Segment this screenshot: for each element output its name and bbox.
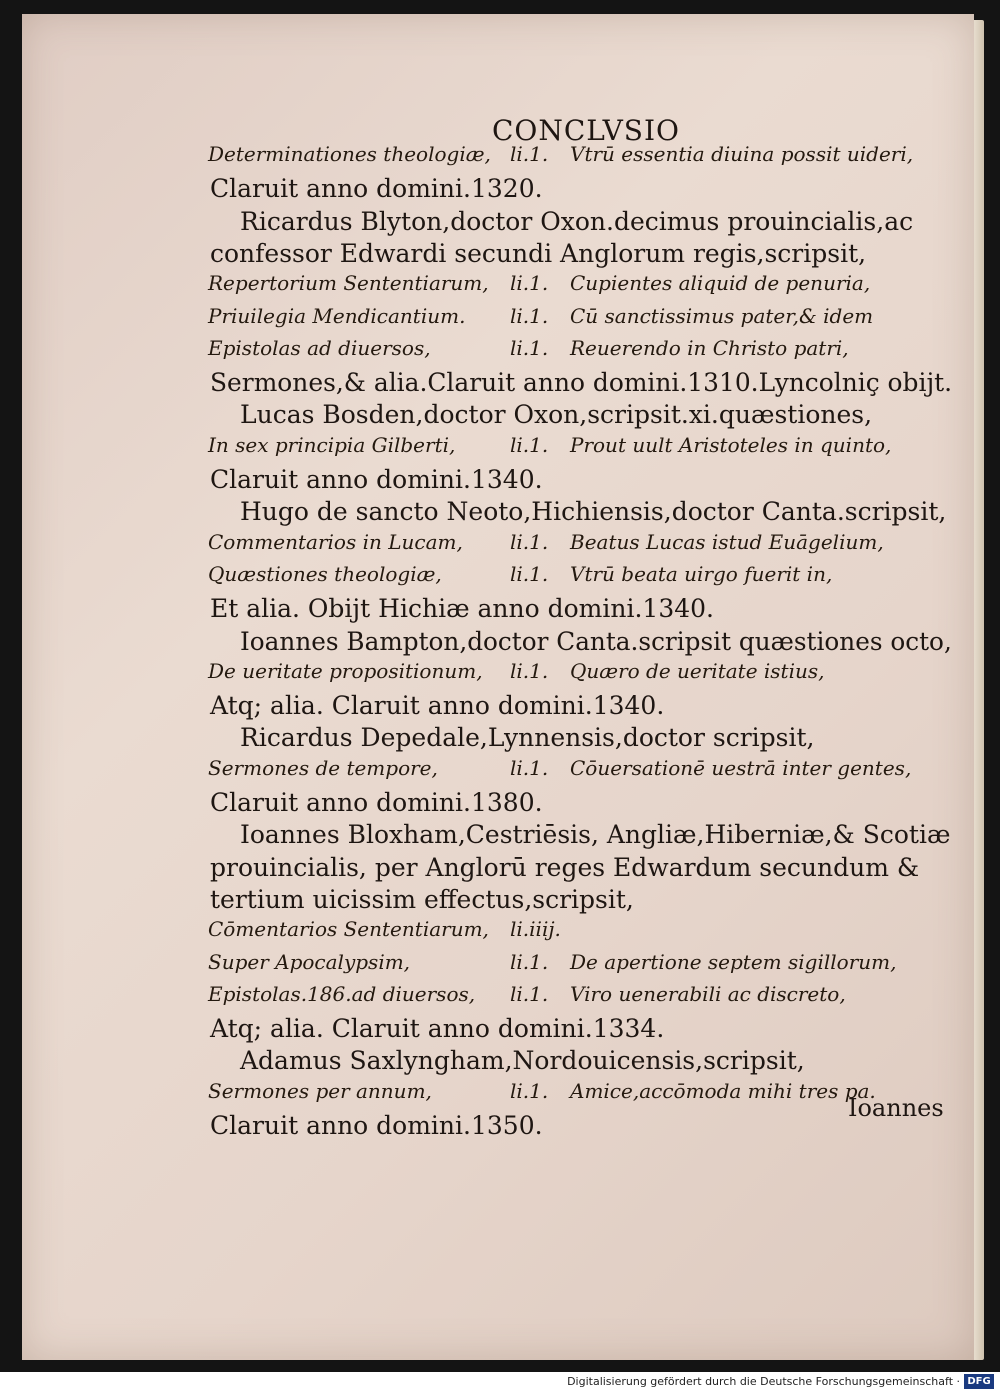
entry-book-count: li.1. bbox=[510, 1078, 549, 1103]
author-heading: Ioannes Bampton,doctor Canta.scripsit quæstiones octo, bbox=[240, 626, 952, 656]
author-heading: Adamus Saxlyngham,Nordouicensis,scripsit, bbox=[240, 1046, 805, 1076]
author-heading: Ioannes Bloxham,Cestriēsis, Angliæ,Hiberniæ,& Scotiæ bbox=[240, 820, 951, 850]
entry-incipit: Prout uult Aristoteles in quinto, bbox=[570, 432, 892, 457]
entry-incipit: Amice,accōmoda mihi tres pa. bbox=[570, 1078, 876, 1103]
dfg-logo: DFG bbox=[964, 1374, 994, 1389]
entry-title: Quæstiones theologiæ, bbox=[208, 561, 442, 586]
body-text: Et alia. Obijt Hichiæ anno domini.1340. bbox=[210, 594, 714, 624]
body-text: Claruit anno domini.1350. bbox=[210, 1111, 543, 1140]
author-heading: Ricardus Blyton,doctor Oxon.decimus prouincialis,ac bbox=[240, 206, 914, 236]
catchword: Ioannes bbox=[848, 1094, 944, 1122]
entry-title: In sex principia Gilberti, bbox=[208, 432, 456, 457]
entry-book-count: li.1. bbox=[510, 432, 549, 457]
body-text: Claruit anno domini.1320. bbox=[210, 174, 543, 204]
body-text: Claruit anno domini.1340. bbox=[210, 465, 543, 494]
entry-incipit: Cōuersationē uestrā inter gentes, bbox=[570, 755, 912, 780]
entry-title: Cōmentarios Sententiarum, bbox=[208, 917, 489, 942]
entry-book-count: li.1. bbox=[510, 981, 549, 1006]
body-text: Sermones,& alia.Claruit anno domini.1310.Lyncolniç obijt. bbox=[210, 368, 953, 398]
entry-title: Determinationes theologiæ, bbox=[208, 142, 491, 166]
entry-book-count: li.1. bbox=[510, 271, 549, 296]
author-heading: Ricardus Depedale,Lynnensis,doctor scripsit, bbox=[240, 723, 815, 753]
entry-book-count: li.1. bbox=[510, 949, 549, 974]
entry-incipit: Reuerendo in Christo patri, bbox=[570, 335, 849, 360]
entry-incipit: Vtrū essentia diuina possit uideri, bbox=[570, 142, 914, 166]
entry-book-count: li.iiij. bbox=[510, 917, 561, 942]
entry-book-count: li.1. bbox=[510, 529, 549, 554]
entry-incipit: Cupientes aliquid de penuria, bbox=[570, 271, 871, 296]
entry-title: Super Apocalypsim, bbox=[208, 949, 411, 974]
book-page bbox=[22, 14, 974, 1360]
body-text: Atq; alia. Claruit anno domini.1340. bbox=[210, 691, 665, 721]
entry-book-count: li.1. bbox=[510, 335, 549, 360]
entry-incipit: Quæro de ueritate istius, bbox=[570, 658, 825, 683]
entry-title: Commentarios in Lucam, bbox=[208, 529, 463, 554]
entry-title: Epistolas ad diuersos, bbox=[208, 335, 431, 360]
entry-book-count: li.1. bbox=[510, 142, 549, 166]
entry-book-count: li.1. bbox=[510, 755, 549, 780]
entry-title: Epistolas.186.ad diuersos, bbox=[208, 981, 476, 1006]
footer-bar bbox=[0, 1372, 1000, 1392]
entry-title: Sermones per annum, bbox=[208, 1078, 432, 1103]
author-heading: Hugo de sancto Neoto,Hichiensis,doctor Canta.scripsit, bbox=[240, 497, 947, 527]
footer-credit: Digitalisierung gefördert durch die Deutsche Forschungsgemeinschaft · bbox=[567, 1375, 960, 1388]
entry-incipit: De apertione septem sigillorum, bbox=[570, 949, 897, 974]
author-heading: Lucas Bosden,doctor Oxon,scripsit.xi.quæstiones, bbox=[240, 400, 873, 430]
entry-book-count: li.1. bbox=[510, 658, 549, 683]
entry-title: Sermones de tempore, bbox=[208, 755, 438, 780]
body-text: confessor Edwardi secundi Anglorum regis,scripsit, bbox=[210, 238, 867, 268]
entry-title: Repertorium Sententiarum, bbox=[208, 271, 489, 296]
entry-book-count: li.1. bbox=[510, 303, 549, 328]
body-text: Atq; alia. Claruit anno domini.1334. bbox=[210, 1014, 665, 1044]
entry-incipit: Cū sanctissimus pater,& idem bbox=[570, 303, 874, 328]
body-text: prouincialis, per Anglorū reges Edwardum secundum & bbox=[210, 852, 920, 882]
page-header: CONCLVSIO bbox=[492, 114, 680, 147]
body-text: Claruit anno domini.1380. bbox=[210, 788, 543, 817]
body-text: tertium uicissim effectus,scripsit, bbox=[210, 884, 634, 914]
entry-incipit: Vtrū beata uirgo fuerit in, bbox=[570, 561, 833, 586]
entry-title: Priuilegia Mendicantium. bbox=[208, 303, 466, 328]
entry-incipit: Beatus Lucas istud Euāgelium, bbox=[570, 529, 884, 554]
entry-title: De ueritate propositionum, bbox=[208, 658, 483, 683]
entry-incipit: Viro uenerabili ac discreto, bbox=[570, 981, 846, 1006]
entry-book-count: li.1. bbox=[510, 561, 549, 586]
